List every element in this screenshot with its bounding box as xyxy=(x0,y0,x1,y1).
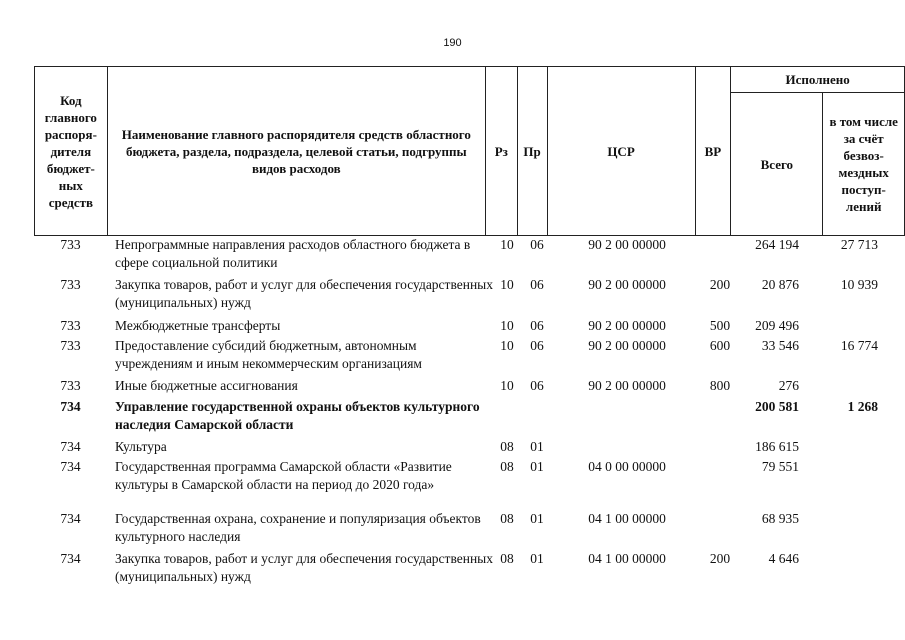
row-total: 68 935 xyxy=(761,511,799,526)
row-free: 16 774 xyxy=(840,338,878,353)
row-total: 276 xyxy=(778,378,799,393)
row-free: 10 939 xyxy=(840,277,878,292)
row-csr: 90 2 00 00000 xyxy=(588,237,666,252)
row-free: 1 268 xyxy=(847,399,878,414)
row-pr: 06 xyxy=(530,378,544,393)
row-pr: 01 xyxy=(530,551,544,566)
header-vr: ВР xyxy=(695,67,731,236)
row-rz: 08 xyxy=(500,439,514,454)
page-number: 190 xyxy=(443,37,462,49)
header-pr: Пр xyxy=(517,67,547,236)
row-code: 734 xyxy=(60,399,81,414)
row-csr: 90 2 00 00000 xyxy=(588,318,666,333)
row-vr: 200 xyxy=(709,277,731,292)
row-csr: 04 1 00 00000 xyxy=(588,551,666,566)
row-rz: 08 xyxy=(500,511,514,526)
row-csr: 90 2 00 00000 xyxy=(588,378,666,393)
table-header xyxy=(34,66,905,236)
row-vr: 500 xyxy=(709,318,731,333)
row-free: 27 713 xyxy=(840,237,878,252)
row-code: 734 xyxy=(60,551,81,566)
row-total: 4 646 xyxy=(768,551,799,566)
row-code: 733 xyxy=(60,277,81,292)
row-pr: 01 xyxy=(530,439,544,454)
row-total: 33 546 xyxy=(761,338,799,353)
row-rz: 10 xyxy=(500,318,514,333)
row-csr: 04 1 00 00000 xyxy=(588,511,666,526)
row-total: 79 551 xyxy=(761,459,799,474)
row-pr: 01 xyxy=(530,511,544,526)
row-code: 734 xyxy=(60,439,81,454)
row-name: Культура xyxy=(115,439,167,454)
row-rz: 10 xyxy=(500,277,514,292)
row-pr: 06 xyxy=(530,277,544,292)
row-code: 733 xyxy=(60,338,81,353)
row-name: Закупка товаров, работ и услуг для обеспечения государственных (муниципальных) нужд xyxy=(115,277,494,310)
row-code: 733 xyxy=(60,378,81,393)
row-pr: 06 xyxy=(530,318,544,333)
row-vr: 200 xyxy=(709,551,731,566)
row-total: 264 194 xyxy=(755,237,799,252)
header-free: в том числе за счёт безвоз-мездных поступ-лений xyxy=(823,93,905,236)
row-rz: 10 xyxy=(500,237,514,252)
row-code: 733 xyxy=(60,237,81,252)
row-total: 20 876 xyxy=(761,277,799,292)
row-name: Закупка товаров, работ и услуг для обеспечения государственных (муниципальных) нужд xyxy=(115,551,494,584)
row-rz: 10 xyxy=(500,338,514,353)
row-name: Иные бюджетные ассигнования xyxy=(115,378,298,393)
row-csr: 04 0 00 00000 xyxy=(588,459,666,474)
row-code: 734 xyxy=(60,511,81,526)
row-pr: 06 xyxy=(530,237,544,252)
row-code: 734 xyxy=(60,459,81,474)
header-code: Код главного распоря-дителя бюджет-ных средств xyxy=(35,67,108,236)
row-pr: 06 xyxy=(530,338,544,353)
row-name: Предоставление субсидий бюджетным, автономным учреждениям и иным некоммерческим организациям xyxy=(115,338,422,371)
row-vr: 600 xyxy=(709,338,731,353)
row-rz: 10 xyxy=(500,378,514,393)
header-total: Всего xyxy=(731,93,823,236)
row-name: Межбюджетные трансферты xyxy=(115,318,281,333)
row-csr: 90 2 00 00000 xyxy=(588,338,666,353)
row-rz: 08 xyxy=(500,459,514,474)
row-total: 200 581 xyxy=(755,399,799,414)
row-rz: 08 xyxy=(500,551,514,566)
row-total: 209 496 xyxy=(755,318,799,333)
header-name: Наименование главного распорядителя средств областного бюджета, раздела, подраздела, целевой статьи, подгруппы видов расходов xyxy=(107,67,485,236)
row-name: Государственная программа Самарской области «Развитие культуры в Самарской области на период до 2020 года» xyxy=(115,459,452,492)
row-pr: 01 xyxy=(530,459,544,474)
row-name: Государственная охрана, сохранение и популяризация объектов культурного наследия xyxy=(115,511,481,544)
row-name: Управление государственной охраны объектов культурного наследия Самарской области xyxy=(115,399,480,432)
row-name: Непрограммные направления расходов областного бюджета в сфере социальной политики xyxy=(115,237,471,270)
row-vr: 800 xyxy=(709,378,731,393)
header-rz: Рз xyxy=(485,67,517,236)
row-code: 733 xyxy=(60,318,81,333)
row-total: 186 615 xyxy=(755,439,799,454)
row-csr: 90 2 00 00000 xyxy=(588,277,666,292)
header-executed: Исполнено xyxy=(731,67,905,93)
header-csr: ЦСР xyxy=(547,67,695,236)
